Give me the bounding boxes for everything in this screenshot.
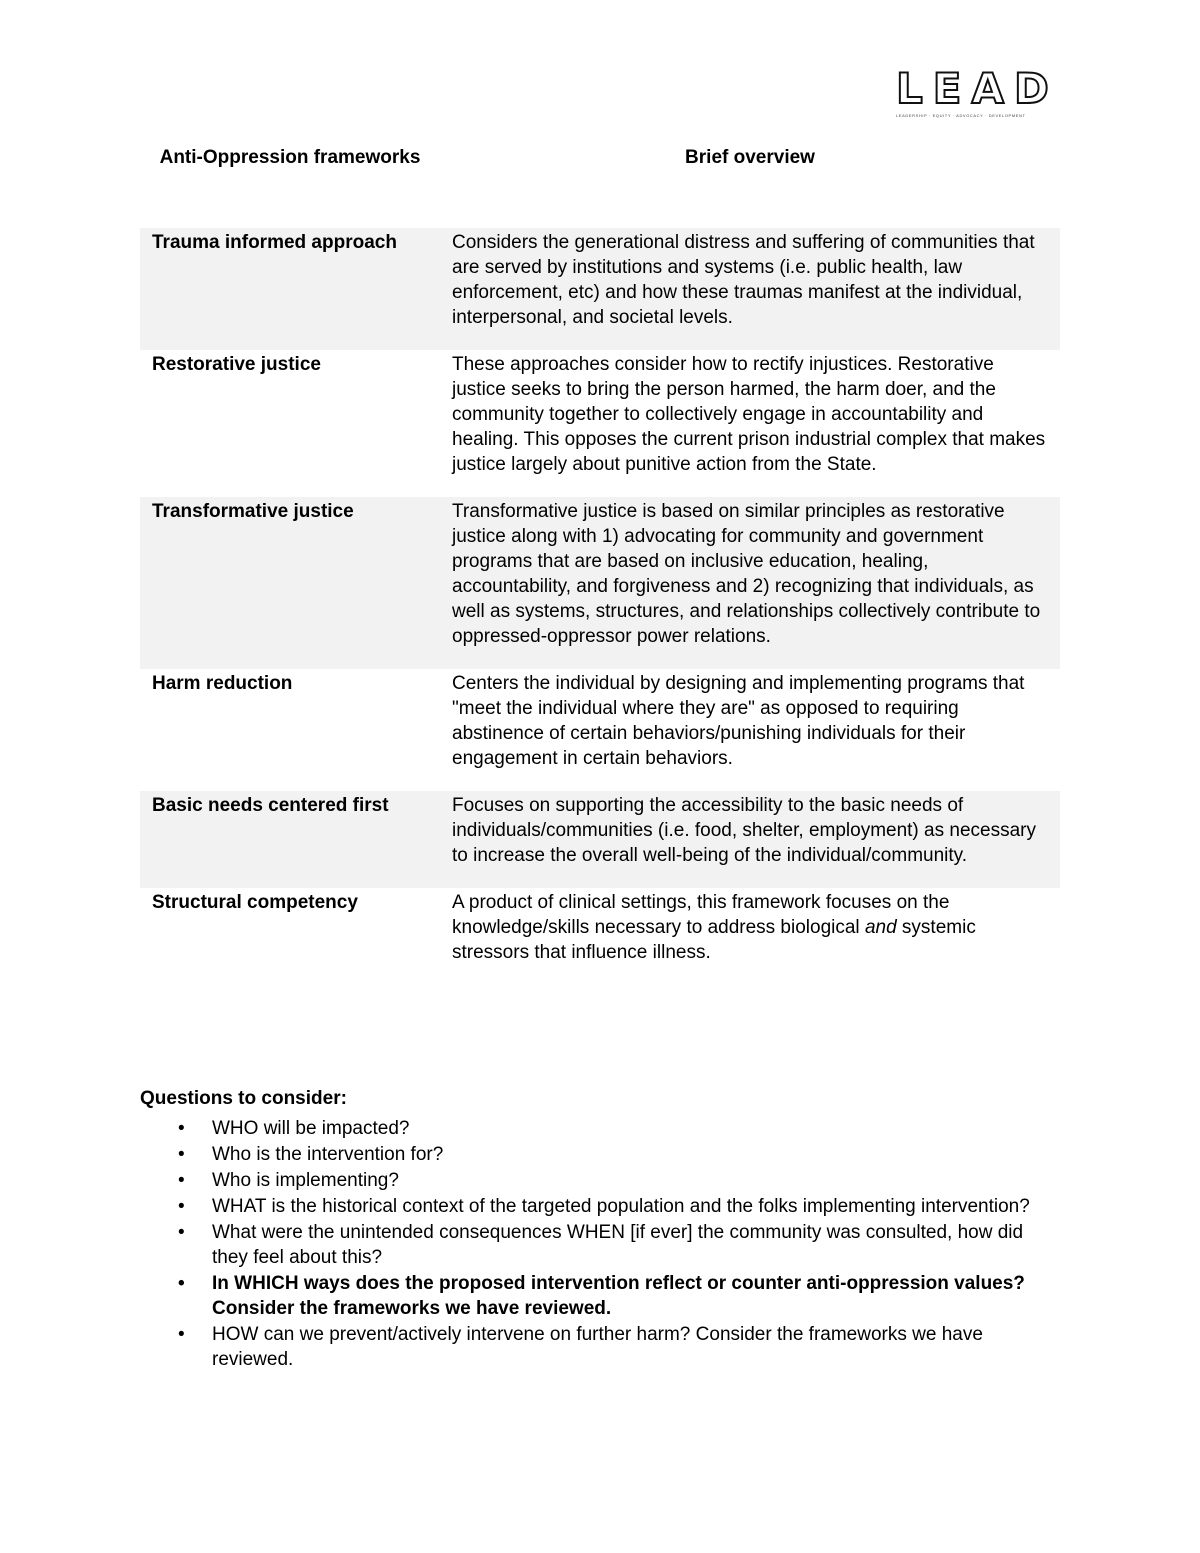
- questions-list: [140, 1116, 1060, 1372]
- question-text: What were the unintended consequences WHEN [if ever] the community was consulted, how did they feel about this?: [212, 1222, 1024, 1268]
- table-row: [140, 791, 1060, 888]
- logo-wordmark: LEAD: [896, 64, 1059, 113]
- question-text: HOW can we prevent/actively intervene on further harm? Consider the frameworks we have reviewed.: [212, 1324, 983, 1370]
- overview-text: A product of clinical settings, this framework focuses on the knowledge/skills necessary to address biological: [452, 892, 950, 938]
- frameworks-table: [140, 228, 1060, 985]
- questions-title: Questions to consider:: [140, 1088, 347, 1109]
- framework-overview: Considers the generational distress and suffering of communities that are served by institutions and systems (i.e. public health, law enforcement, etc) and how these traumas manifest at the individual, interpersonal, and societal levels.: [440, 228, 1060, 350]
- bullet-icon: •: [178, 1196, 185, 1217]
- framework-name: Harm reduction: [152, 673, 293, 694]
- framework-name: Structural competency: [152, 892, 358, 913]
- list-item: [140, 1116, 1060, 1141]
- bullet-icon: •: [178, 1144, 185, 1165]
- framework-name: Restorative justice: [152, 354, 321, 375]
- list-item: [140, 1220, 1060, 1270]
- table-row: [140, 669, 1060, 791]
- question-text: WHAT is the historical context of the targeted population and the folks implementing intervention?: [212, 1196, 1030, 1217]
- table-row: [140, 350, 1060, 497]
- framework-overview: Centers the individual by designing and implementing programs that "meet the individual where they are" as opposed to requiring abstinence of certain behaviors/punishing individuals for their engagement in certain behaviors.: [452, 673, 1025, 769]
- table-row: [140, 497, 1060, 669]
- lead-logo: [896, 66, 1060, 120]
- framework-overview: Transformative justice is based on similar principles as restorative justice along with 1) advocating for community and government programs that are based on inclusive education, healing, accountability, and forgiveness and 2) recognizing that individuals, as well as systems, structures, and relationships collectively contribute to oppressed-oppressor power relations.: [440, 497, 1060, 669]
- framework-name: Transformative justice: [140, 497, 440, 669]
- bullet-icon: •: [178, 1118, 185, 1139]
- bullet-icon: •: [178, 1273, 185, 1294]
- question-text: In WHICH ways does the proposed intervention reflect or counter anti-oppression values? Consider the frameworks we have reviewed.: [212, 1273, 1025, 1319]
- bullet-icon: •: [178, 1170, 185, 1191]
- table-row: [140, 228, 1060, 350]
- list-item: [140, 1168, 1060, 1193]
- overview-emphasis: and: [864, 917, 897, 938]
- list-item: [140, 1322, 1060, 1372]
- questions-section: [140, 1086, 1060, 1373]
- bullet-icon: •: [178, 1324, 185, 1345]
- list-item: [140, 1142, 1060, 1167]
- list-item: [140, 1194, 1060, 1219]
- question-text: Who is the intervention for?: [212, 1144, 444, 1165]
- framework-name: Trauma informed approach: [140, 228, 440, 350]
- overview-text: systemic stressors that influence illness.: [452, 917, 976, 963]
- logo-tagline: LEADERSHIP · EQUITY · ADVOCACY · DEVELOPMENT: [896, 113, 1026, 118]
- framework-name: Basic needs centered first: [140, 791, 440, 888]
- framework-overview: [440, 888, 1060, 985]
- question-text: WHO will be impacted?: [212, 1118, 410, 1139]
- question-text: Who is implementing?: [212, 1170, 399, 1191]
- bullet-icon: •: [178, 1222, 185, 1243]
- framework-overview: These approaches consider how to rectify injustices. Restorative justice seeks to bring the person harmed, the harm doer, and the community together to collectively engage in accountability and healing. This opposes the current prison industrial complex that makes justice largely about punitive action from the State.: [452, 354, 1046, 475]
- list-item: [140, 1271, 1060, 1321]
- framework-overview: Focuses on supporting the accessibility to the basic needs of individuals/communities (i.e. food, shelter, employment) as necessary to increase the overall well-being of the individual/community.: [440, 791, 1060, 888]
- header-overview: Brief overview: [685, 147, 815, 168]
- header-frameworks: Anti-Oppression frameworks: [159, 147, 421, 168]
- table-row: [140, 888, 1060, 985]
